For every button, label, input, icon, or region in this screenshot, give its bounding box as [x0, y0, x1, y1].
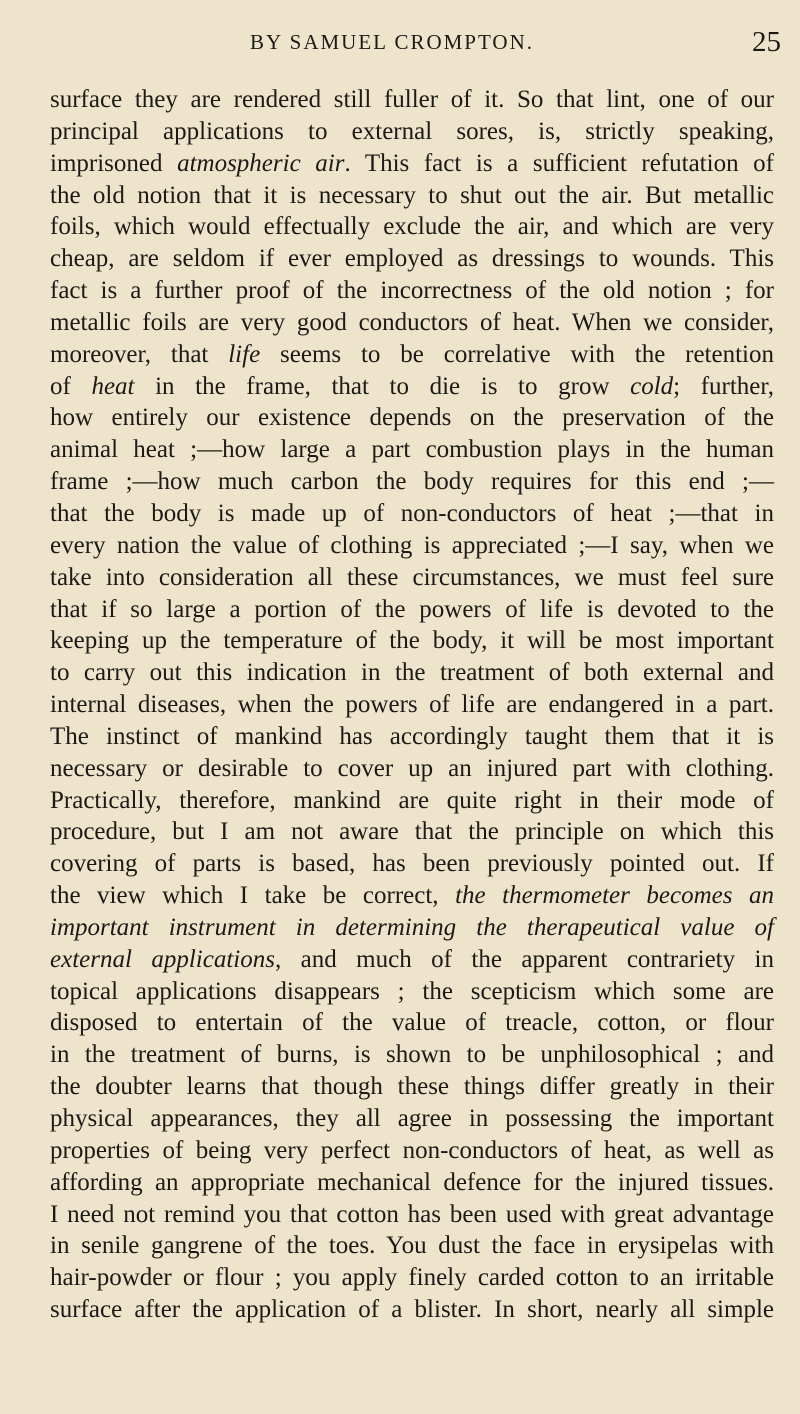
text-line — [50, 1230, 774, 1262]
text-line — [50, 721, 774, 753]
text-run: , and much of the apparent contrariety in — [274, 945, 774, 973]
text-line — [50, 434, 774, 466]
text-run: keeping up the temperature of the body, it will be most important — [50, 627, 774, 655]
text-run: I need not remind you that cotton has been used with great advantage — [50, 1200, 774, 1228]
text-run: The instinct of mankind has accordingly taught them that it is — [50, 722, 774, 750]
text-line — [50, 689, 774, 721]
text-run: procedure, but I am not aware that the principle on which this — [50, 818, 774, 846]
text-run: ; further, — [673, 372, 774, 400]
text-line — [50, 211, 774, 243]
text-line — [50, 880, 774, 912]
text-run: take into consideration all these circumstances, we must feel sure — [50, 563, 774, 591]
text-run: moreover, that — [50, 340, 229, 368]
text-line — [50, 1135, 774, 1167]
text-run: fact is a further proof of the incorrectness of the old notion ; for — [50, 277, 774, 305]
text-run: that if so large a portion of the powers of life is devoted to the — [50, 595, 774, 623]
text-line — [50, 1294, 774, 1326]
text-run: surface after the application of a blister. In short, nearly all simple — [50, 1296, 774, 1324]
text-line — [50, 402, 774, 434]
running-header — [0, 14, 800, 58]
text-run: every nation the value of clothing is appreciated ;—I say, when we — [50, 531, 774, 559]
text-run: covering of parts is based, has been previously pointed out. If — [50, 850, 774, 878]
text-run: seems to be correlative with the retention — [260, 340, 774, 368]
text-run: principal applications to external sores, is, strictly speaking, — [50, 117, 774, 145]
text-line — [50, 498, 774, 530]
text-line — [50, 307, 774, 339]
text-run: Practically, therefore, mankind are quite right in their mode of — [50, 786, 774, 814]
text-line — [50, 1071, 774, 1103]
text-line — [50, 339, 774, 371]
text-run: imprisoned — [50, 149, 178, 177]
text-run: to carry out this indication in the treatment of both external and — [50, 659, 774, 687]
italic-text: heat — [91, 372, 135, 400]
italic-text: atmospheric air — [177, 149, 345, 177]
body-text — [50, 84, 774, 1326]
text-run: properties of being very perfect non-conductors of heat, as well as — [50, 1136, 774, 1164]
text-run: hair-powder or flour ; you apply finely carded cotton to an irritable — [50, 1264, 774, 1292]
page-number: 25 — [752, 26, 781, 58]
text-line — [50, 180, 774, 212]
text-run: frame ;—how much carbon the body requires for this end ;— — [50, 468, 774, 496]
text-line — [50, 1262, 774, 1294]
text-run: . This fact is a sufficient refutation of — [344, 149, 774, 177]
text-run: necessary or desirable to cover up an injured part with clothing. — [50, 754, 774, 782]
text-line — [50, 753, 774, 785]
text-run: metallic foils are very good conductors of heat. When we consider, — [50, 308, 774, 336]
text-line — [50, 1103, 774, 1135]
italic-text: important instrument in determining the therapeutical value of — [50, 913, 774, 941]
text-line — [50, 1007, 774, 1039]
text-run: in senile gangrene of the toes. You dust the face in erysipelas with — [50, 1232, 774, 1260]
text-line — [50, 625, 774, 657]
text-line — [50, 466, 774, 498]
text-run: internal diseases, when the powers of life are endangered in a part. — [50, 691, 774, 719]
text-run: animal heat ;—how large a part combustion plays in the human — [50, 436, 774, 464]
italic-text: external applications — [50, 945, 275, 973]
text-line — [50, 562, 774, 594]
italic-text: life — [228, 340, 261, 368]
text-line — [50, 243, 774, 275]
text-run: in the treatment of burns, is shown to be unphilosophical ; and — [50, 1041, 774, 1069]
text-run: affording an appropriate mechanical defence for the injured tissues. — [50, 1168, 774, 1196]
text-line — [50, 848, 774, 880]
text-line — [50, 785, 774, 817]
text-line — [50, 530, 774, 562]
text-run: the view which I take be correct, — [50, 882, 456, 910]
text-run: how entirely our existence depends on the preservation of the — [50, 404, 774, 432]
text-run: of — [50, 372, 92, 400]
text-line — [50, 116, 774, 148]
italic-text: cold — [630, 372, 674, 400]
text-line — [50, 84, 774, 116]
text-run: in the frame, that to die is to grow — [134, 372, 631, 400]
text-run: cheap, are seldom if ever employed as dressings to wounds. This — [50, 245, 774, 273]
text-line — [50, 976, 774, 1008]
text-run: physical appearances, they all agree in possessing the important — [50, 1105, 774, 1132]
text-line — [50, 816, 774, 848]
text-line — [50, 912, 774, 944]
text-run: foils, which would effectually exclude the air, and which are very — [50, 213, 774, 241]
text-line — [50, 944, 774, 976]
text-run: topical applications disappears ; the scepticism which some are — [50, 977, 774, 1005]
running-title: BY SAMUEL CROMPTON. — [250, 30, 535, 54]
text-run: the old notion that it is necessary to shut out the air. But metallic — [50, 181, 774, 209]
text-line — [50, 1039, 774, 1071]
text-run: surface they are rendered still fuller of it. So that lint, one of our — [50, 86, 774, 113]
text-run: that the body is made up of non-conductors of heat ;—that in — [50, 499, 774, 527]
text-line — [50, 594, 774, 626]
text-line — [50, 657, 774, 689]
text-line — [50, 275, 774, 307]
text-run: disposed to entertain of the value of treacle, cotton, or flour — [50, 1009, 774, 1037]
text-run: the doubter learns that though these things differ greatly in their — [50, 1073, 774, 1101]
italic-text: the thermometer becomes an — [455, 882, 774, 910]
text-line — [50, 371, 774, 403]
text-line — [50, 1167, 774, 1199]
text-line — [50, 148, 774, 180]
text-line — [50, 1199, 774, 1231]
